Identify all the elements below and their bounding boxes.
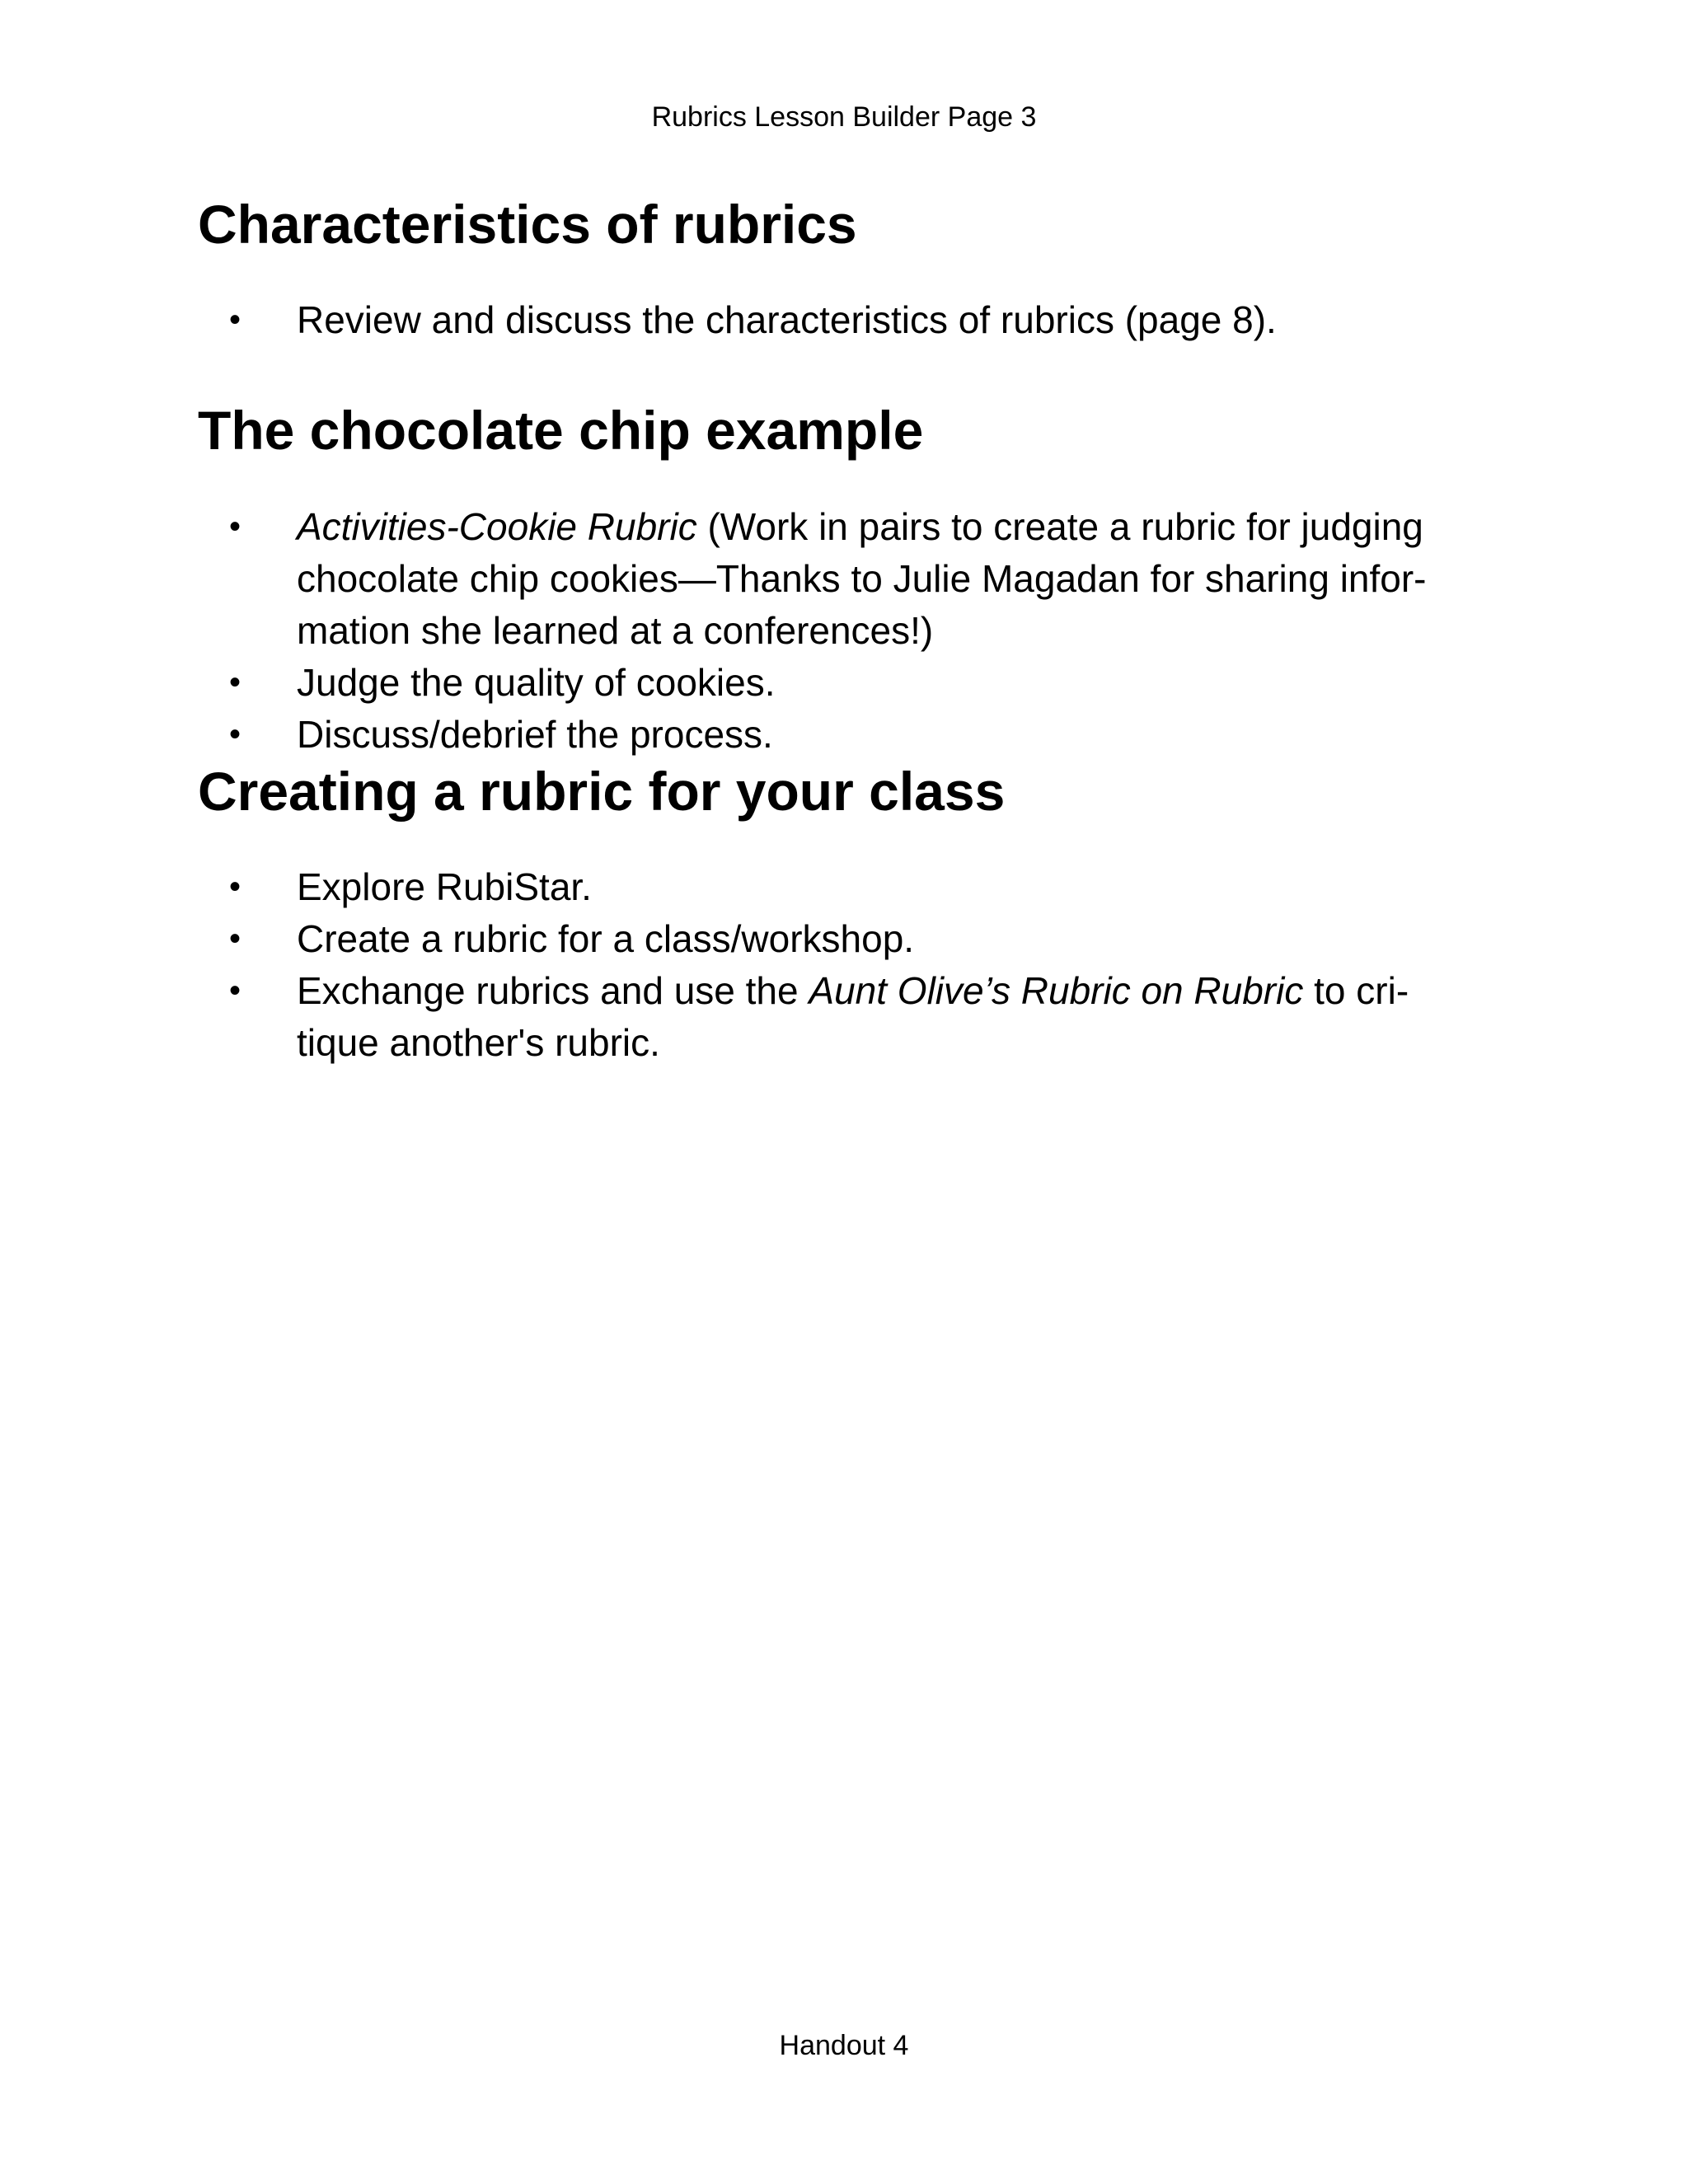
list-item-text: Judge the quality of cookies.: [297, 661, 776, 704]
bullet-icon: •: [229, 302, 241, 338]
page-header: Rubrics Lesson Builder Page 3: [651, 101, 1037, 133]
characteristics-list: [0, 294, 1688, 346]
list-item-text: Review and discuss the characteristics of rubrics (page 8).: [297, 298, 1277, 341]
list-item: [0, 965, 1467, 1069]
list-item: [0, 913, 1467, 965]
activity-title: Activities-Cookie Rubric: [297, 505, 697, 548]
list-item: [0, 709, 1467, 761]
list-item-text: (Work in pairs to create a rubric for judging chocolate chip cookies—Thanks to Julie Magadan for sharing infor-mation she learned at a conferences!): [297, 505, 1427, 652]
list-item: [0, 501, 1467, 657]
list-item: [0, 294, 1467, 346]
page-footer: Handout 4: [779, 2030, 909, 2061]
list-item: [0, 657, 1467, 709]
bullet-icon: •: [229, 509, 241, 545]
aunt-olive-rubric-title: Aunt Olive’s Rubric on Rubric: [809, 969, 1304, 1012]
list-item-text: Exchange rubrics and use the: [297, 969, 809, 1012]
list-item-text: Create a rubric for a class/workshop.: [297, 917, 915, 960]
section-title-chocolate-chip: The chocolate chip example: [198, 400, 924, 461]
creating-rubric-list: [0, 861, 1688, 1069]
chocolate-chip-list: [0, 501, 1688, 761]
list-item-text: to cri-tique another's rubric.: [297, 969, 1409, 1064]
bullet-icon: •: [229, 972, 241, 1009]
section-title-characteristics: Characteristics of rubrics: [198, 194, 857, 255]
section-title-creating-rubric: Creating a rubric for your class: [198, 761, 1006, 822]
bullet-icon: •: [229, 664, 241, 701]
bullet-icon: •: [229, 716, 241, 752]
bullet-icon: •: [229, 869, 241, 905]
list-item-text: Explore RubiStar.: [297, 865, 592, 908]
bullet-icon: •: [229, 921, 241, 957]
list-item-text: Discuss/debrief the process.: [297, 713, 773, 756]
list-item: [0, 861, 1467, 913]
